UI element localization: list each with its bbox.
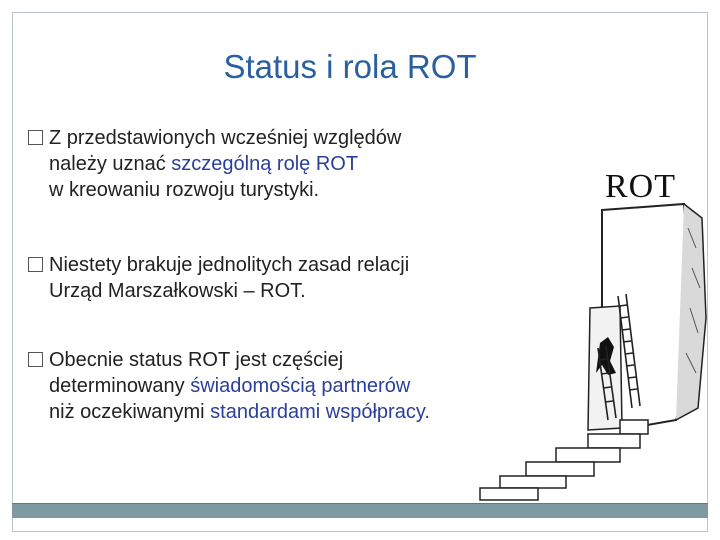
rot-label: ROT	[605, 168, 676, 205]
bullet-3-line-1: Obecnie status ROT jest częściej	[49, 349, 344, 371]
bullet-1-line-3: w kreowaniu rozwoju turystyki.	[49, 179, 320, 201]
checkbox-bullet-icon	[28, 257, 43, 272]
bottom-bar	[12, 503, 708, 518]
bullet-1	[28, 125, 401, 203]
checkbox-bullet-icon	[28, 130, 43, 145]
slide-title: Status i rola ROT	[223, 48, 477, 85]
cliff-ladder-illustration	[470, 158, 708, 508]
bullet-3-highlight-2: standardami współpracy.	[210, 401, 430, 423]
bullet-2	[28, 252, 409, 304]
bullet-3-line-2a: determinowany	[49, 375, 191, 397]
bullet-2-line-1: Niestety brakuje jednolitych zasad relacji	[49, 254, 410, 276]
bullet-1-line-2a: należy uznać	[49, 153, 172, 175]
checkbox-bullet-icon	[28, 352, 43, 367]
bullet-1-line-1: Z przedstawionych wcześniej względów	[49, 127, 402, 149]
bullet-3-line-3a: niż oczekiwanymi	[49, 401, 211, 423]
bullet-3-highlight-1: świadomością partnerów	[190, 375, 411, 397]
bullet-1-highlight: szczególną rolę ROT	[171, 153, 359, 175]
bullet-3	[28, 347, 430, 425]
bullet-2-line-2: Urząd Marszałkowski – ROT.	[49, 280, 306, 302]
